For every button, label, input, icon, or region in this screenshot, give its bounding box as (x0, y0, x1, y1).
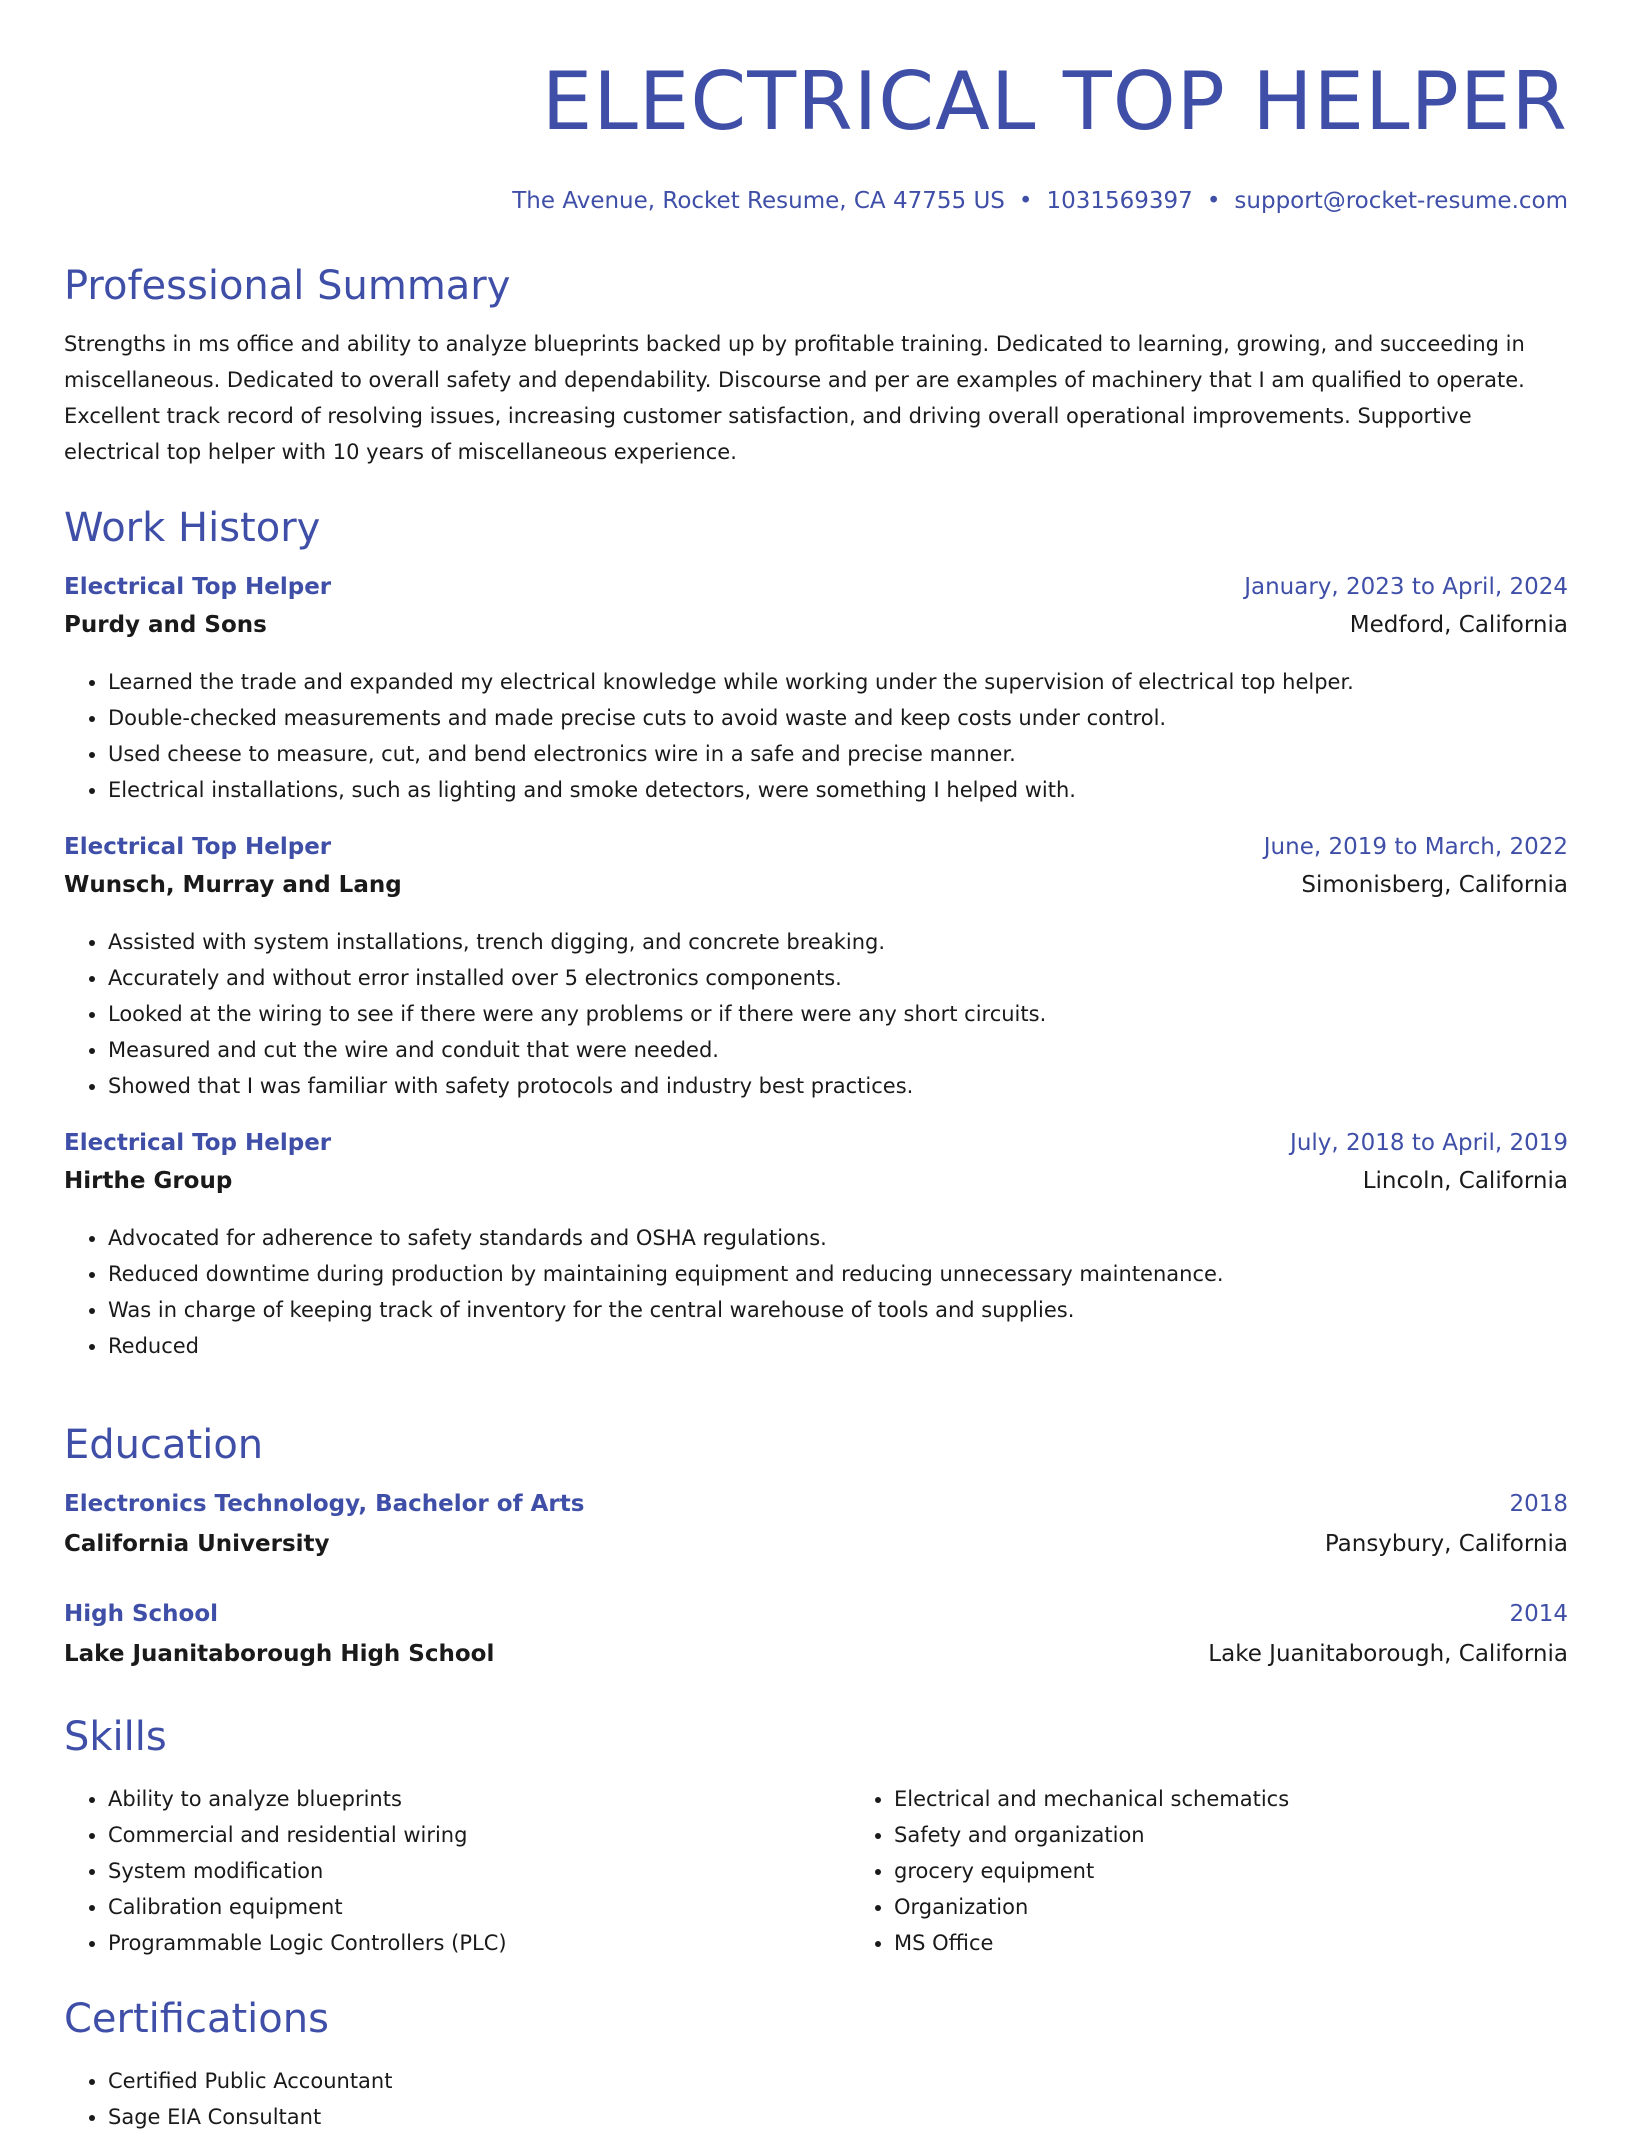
list-item: • Was in charge of keeping track of inventory for the central warehouse of tools and supplies. (108, 1292, 1568, 1328)
job-bullets (64, 1220, 1568, 1364)
list-item: • Double-checked measurements and made precise cuts to avoid waste and keep costs under control. (108, 700, 1568, 736)
list-item: • Safety and organization (894, 1817, 1632, 1853)
skills-list-right (850, 1781, 1632, 1961)
list-item: • Reduced downtime during production by maintaining equipment and reducing unnecessary maintenance. (108, 1256, 1568, 1292)
school-location: Pansybury, California (1324, 1531, 1568, 1557)
company-name: Hirthe Group (64, 1168, 233, 1194)
job-bullets (64, 924, 1568, 1104)
job-location: Simonisberg, California (1301, 872, 1568, 898)
list-item: • Commercial and residential wiring (108, 1817, 850, 1853)
school-name: California University (64, 1531, 330, 1557)
candidate-name: ELECTRICAL TOP HELPER (541, 55, 1568, 148)
list-item: • Organization (894, 1889, 1632, 1925)
section-title-work: Work History (64, 505, 321, 551)
skills-list-left (64, 1781, 850, 1961)
job-title: Electrical Top Helper (64, 834, 332, 860)
job-bullets (64, 664, 1568, 808)
section-title-education: Education (64, 1422, 264, 1468)
education-entry (64, 1491, 1568, 1571)
list-item: • Calibration equipment (108, 1889, 850, 1925)
email-link[interactable]: support@rocket-resume.com (1234, 188, 1568, 214)
school-name: Lake Juanitaborough High School (64, 1641, 495, 1667)
list-item: • Assisted with system installations, trench digging, and concrete breaking. (108, 924, 1568, 960)
list-item: • Advocated for adherence to safety standards and OSHA regulations. (108, 1220, 1568, 1256)
summary-text: Strengths in ms office and ability to analyze blueprints backed up by profitable training. Dedicated to learning, growing, and succeeding in miscellaneous. Dedicated to overall safety and dependability. Discourse and per are examples of machinery that I am qualified to operate. Excellent track record of resolving issues, increasing customer satisfaction, and driving overall operational improvements. Supportive electrical top helper with 10 years of miscellaneous experience. (64, 332, 1525, 464)
list-item: • Learned the trade and expanded my electrical knowledge while working under the supervision of electrical top helper. (108, 664, 1568, 700)
job-entry (64, 574, 1568, 808)
company-name: Purdy and Sons (64, 612, 267, 638)
company-name: Wunsch, Murray and Lang (64, 872, 402, 898)
separator: • (1018, 188, 1033, 214)
job-entry (64, 834, 1568, 1104)
list-item: • Ability to analyze blueprints (108, 1781, 850, 1817)
job-dates: January, 2023 to April, 2024 (1244, 574, 1568, 600)
work-history-section (64, 505, 1568, 1364)
job-dates: July, 2018 to April, 2019 (1290, 1130, 1568, 1156)
certifications-list (64, 2063, 1568, 2135)
list-item: • Accurately and without error installed over 5 electronics components. (108, 960, 1568, 996)
job-location: Lincoln, California (1362, 1168, 1568, 1194)
list-item: • MS Office (894, 1925, 1632, 1961)
list-item: • Measured and cut the wire and conduit that were needed. (108, 1032, 1568, 1068)
summary-section (64, 263, 1568, 470)
section-title-certifications: Certifications (64, 1996, 329, 2042)
education-entry (64, 1601, 1568, 1681)
skills-section (64, 1714, 1568, 1961)
school-location: Lake Juanitaborough, California (1208, 1641, 1568, 1667)
certifications-section (64, 1996, 1568, 2135)
address: The Avenue, Rocket Resume, CA 47755 US (512, 188, 1005, 214)
section-title-skills: Skills (64, 1714, 167, 1760)
list-item: • Reduced (108, 1328, 1568, 1364)
list-item: • Certified Public Accountant (108, 2063, 1568, 2099)
degree: Electronics Technology, Bachelor of Arts (64, 1491, 585, 1517)
job-dates: June, 2019 to March, 2022 (1263, 834, 1568, 860)
list-item: • Electrical installations, such as lighting and smoke detectors, were something I helped with. (108, 772, 1568, 808)
graduation-year: 2014 (1509, 1601, 1568, 1627)
skills-columns (64, 1781, 1568, 1961)
list-item: • grocery equipment (894, 1853, 1632, 1889)
contact-line (64, 188, 1568, 218)
list-item: • Sage EIA Consultant (108, 2099, 1568, 2135)
job-title: Electrical Top Helper (64, 1130, 332, 1156)
degree: High School (64, 1601, 219, 1627)
job-title: Electrical Top Helper (64, 574, 332, 600)
list-item: • Looked at the wiring to see if there were any problems or if there were any short circuits. (108, 996, 1568, 1032)
list-item: • Programmable Logic Controllers (PLC) (108, 1925, 850, 1961)
list-item: • Used cheese to measure, cut, and bend electronics wire in a safe and precise manner. (108, 736, 1568, 772)
list-item: • Electrical and mechanical schematics (894, 1781, 1632, 1817)
separator: • (1206, 188, 1221, 214)
graduation-year: 2018 (1509, 1491, 1568, 1517)
section-title-summary: Professional Summary (64, 263, 511, 309)
list-item: • Showed that I was familiar with safety protocols and industry best practices. (108, 1068, 1568, 1104)
phone: 1031569397 (1046, 188, 1193, 214)
education-section (64, 1422, 1568, 1681)
list-item: • System modification (108, 1853, 850, 1889)
job-entry (64, 1130, 1568, 1364)
job-location: Medford, California (1349, 612, 1568, 638)
